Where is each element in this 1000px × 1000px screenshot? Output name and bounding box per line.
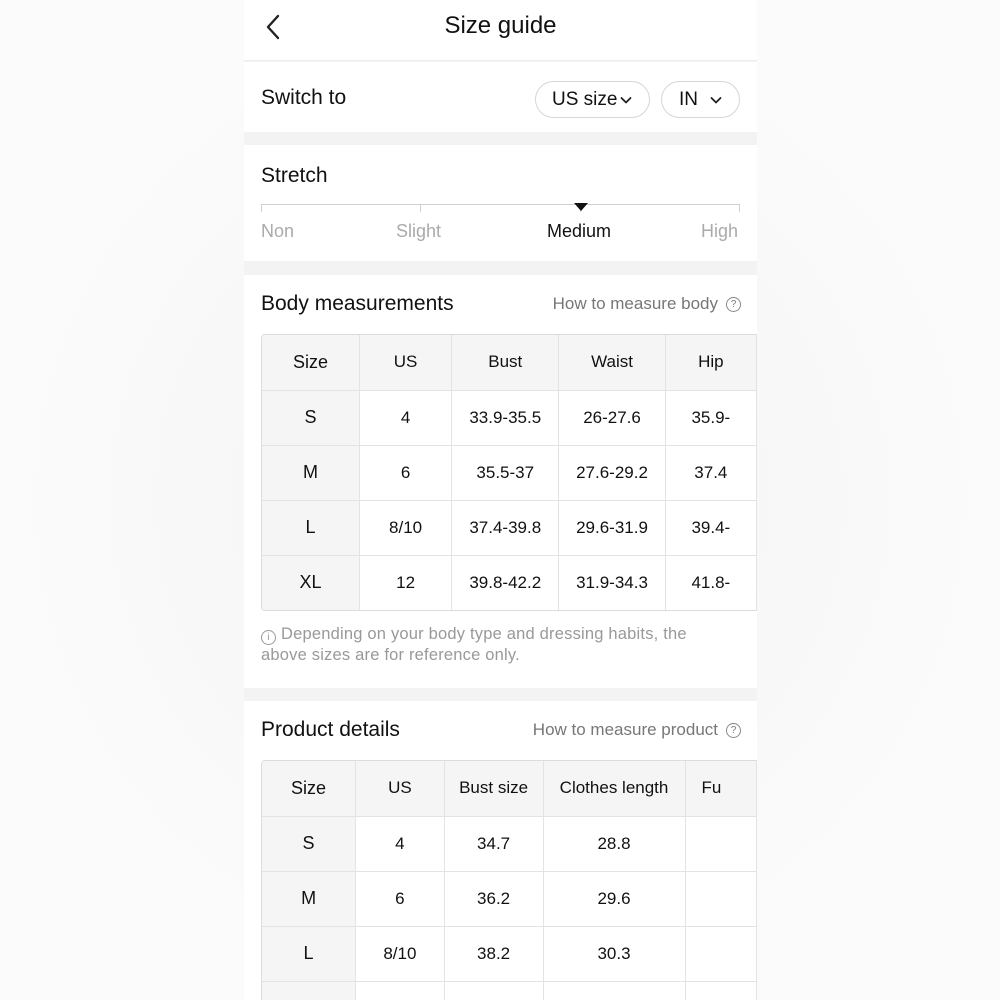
link-label: How to measure body <box>552 294 718 313</box>
column-header: US <box>356 761 445 816</box>
help-icon: ? <box>726 297 741 312</box>
column-header: Bust size <box>444 761 543 816</box>
stretch-section <box>244 145 757 261</box>
table-cell: M <box>262 445 360 500</box>
table-cell: 37.4 <box>665 445 756 500</box>
table-cell <box>685 981 756 1000</box>
unit-dropdown[interactable] <box>661 81 740 118</box>
size-system-dropdown[interactable] <box>535 81 650 118</box>
stretch-tick <box>420 204 421 212</box>
column-header: Clothes length <box>543 761 685 816</box>
table-cell <box>356 981 445 1000</box>
table-cell: 41.8- <box>665 555 756 610</box>
table-cell: 29.6 <box>543 871 685 926</box>
column-header: Hip <box>665 335 756 390</box>
link-label: How to measure product <box>532 720 718 739</box>
top-bar <box>244 0 757 61</box>
table-cell: S <box>262 816 356 871</box>
table-cell: 38.2 <box>444 926 543 981</box>
table-cell <box>685 816 756 871</box>
table-cell: 34.7 <box>444 816 543 871</box>
table-cell: 39.4- <box>665 500 756 555</box>
body-measurements-table[interactable] <box>261 334 757 611</box>
table-cell: 26-27.6 <box>559 390 665 445</box>
table-cell: 6 <box>356 871 445 926</box>
column-header: Waist <box>559 335 665 390</box>
stretch-tick <box>739 204 740 212</box>
table-cell <box>262 981 356 1000</box>
table-cell: 35.9- <box>665 390 756 445</box>
info-icon: i <box>261 630 276 645</box>
switch-label: Switch to <box>261 86 347 109</box>
table-cell: XL <box>262 555 360 610</box>
stretch-level-medium: Medium <box>547 221 612 241</box>
table-cell: S <box>262 390 360 445</box>
table-header-row <box>262 761 757 816</box>
table-cell: 31.9-34.3 <box>559 555 665 610</box>
table-cell: 8/10 <box>360 500 452 555</box>
column-header: Size <box>262 335 360 390</box>
table-row <box>262 816 757 871</box>
table-row <box>262 500 757 555</box>
size-guide-screen <box>244 0 757 1000</box>
size-system-value: US size <box>552 88 618 110</box>
table-cell: 27.6-29.2 <box>559 445 665 500</box>
table-cell: 12 <box>360 555 452 610</box>
stretch-marker <box>574 203 588 211</box>
table-cell: L <box>262 500 360 555</box>
help-icon: ? <box>726 723 741 738</box>
table-header-row <box>262 335 757 390</box>
table-cell: 6 <box>360 445 452 500</box>
table-row <box>262 981 757 1000</box>
table-row <box>262 926 757 981</box>
table-cell <box>444 981 543 1000</box>
table-cell: M <box>262 871 356 926</box>
table-cell: 39.8-42.2 <box>452 555 559 610</box>
how-to-measure-body-link[interactable] <box>553 294 741 314</box>
note-text: Depending on your body type and dressing habits, the above sizes are for reference only. <box>261 625 687 664</box>
page-title: Size guide <box>444 12 557 39</box>
section-title: Product details <box>261 718 400 741</box>
table-cell: 37.4-39.8 <box>452 500 559 555</box>
table-cell: 4 <box>356 816 445 871</box>
product-details-section <box>244 701 757 1000</box>
table-cell <box>543 981 685 1000</box>
table-row <box>262 445 757 500</box>
table-cell <box>685 926 756 981</box>
table-cell: 29.6-31.9 <box>559 500 665 555</box>
table-cell: 28.8 <box>543 816 685 871</box>
section-title: Body measurements <box>261 292 454 315</box>
stretch-title: Stretch <box>261 164 328 187</box>
table-row <box>262 555 757 610</box>
stretch-track <box>261 204 740 205</box>
table-cell: 33.9-35.5 <box>452 390 559 445</box>
table-cell: 36.2 <box>444 871 543 926</box>
stretch-level-slight: Slight <box>396 221 442 241</box>
table-cell: 35.5-37 <box>452 445 559 500</box>
column-header: Bust <box>452 335 559 390</box>
table-cell: 4 <box>360 390 452 445</box>
stretch-tick <box>261 204 262 212</box>
how-to-measure-product-link[interactable] <box>533 720 741 740</box>
table-cell: 30.3 <box>543 926 685 981</box>
chevron-down-icon <box>620 95 632 105</box>
stretch-level-non: Non <box>261 221 295 241</box>
body-measurements-section <box>244 275 757 688</box>
table-cell: 8/10 <box>356 926 445 981</box>
reference-note <box>261 624 731 666</box>
column-header: US <box>360 335 452 390</box>
column-header: Size <box>262 761 356 816</box>
table-cell <box>685 871 756 926</box>
stretch-level-high: High <box>701 221 739 241</box>
chevron-down-icon <box>710 95 722 105</box>
table-cell: L <box>262 926 356 981</box>
table-row <box>262 390 757 445</box>
table-row <box>262 871 757 926</box>
column-header: Fu <box>685 761 756 816</box>
product-details-table[interactable] <box>261 760 757 1000</box>
switch-section <box>244 62 757 132</box>
unit-value: IN <box>679 88 698 110</box>
